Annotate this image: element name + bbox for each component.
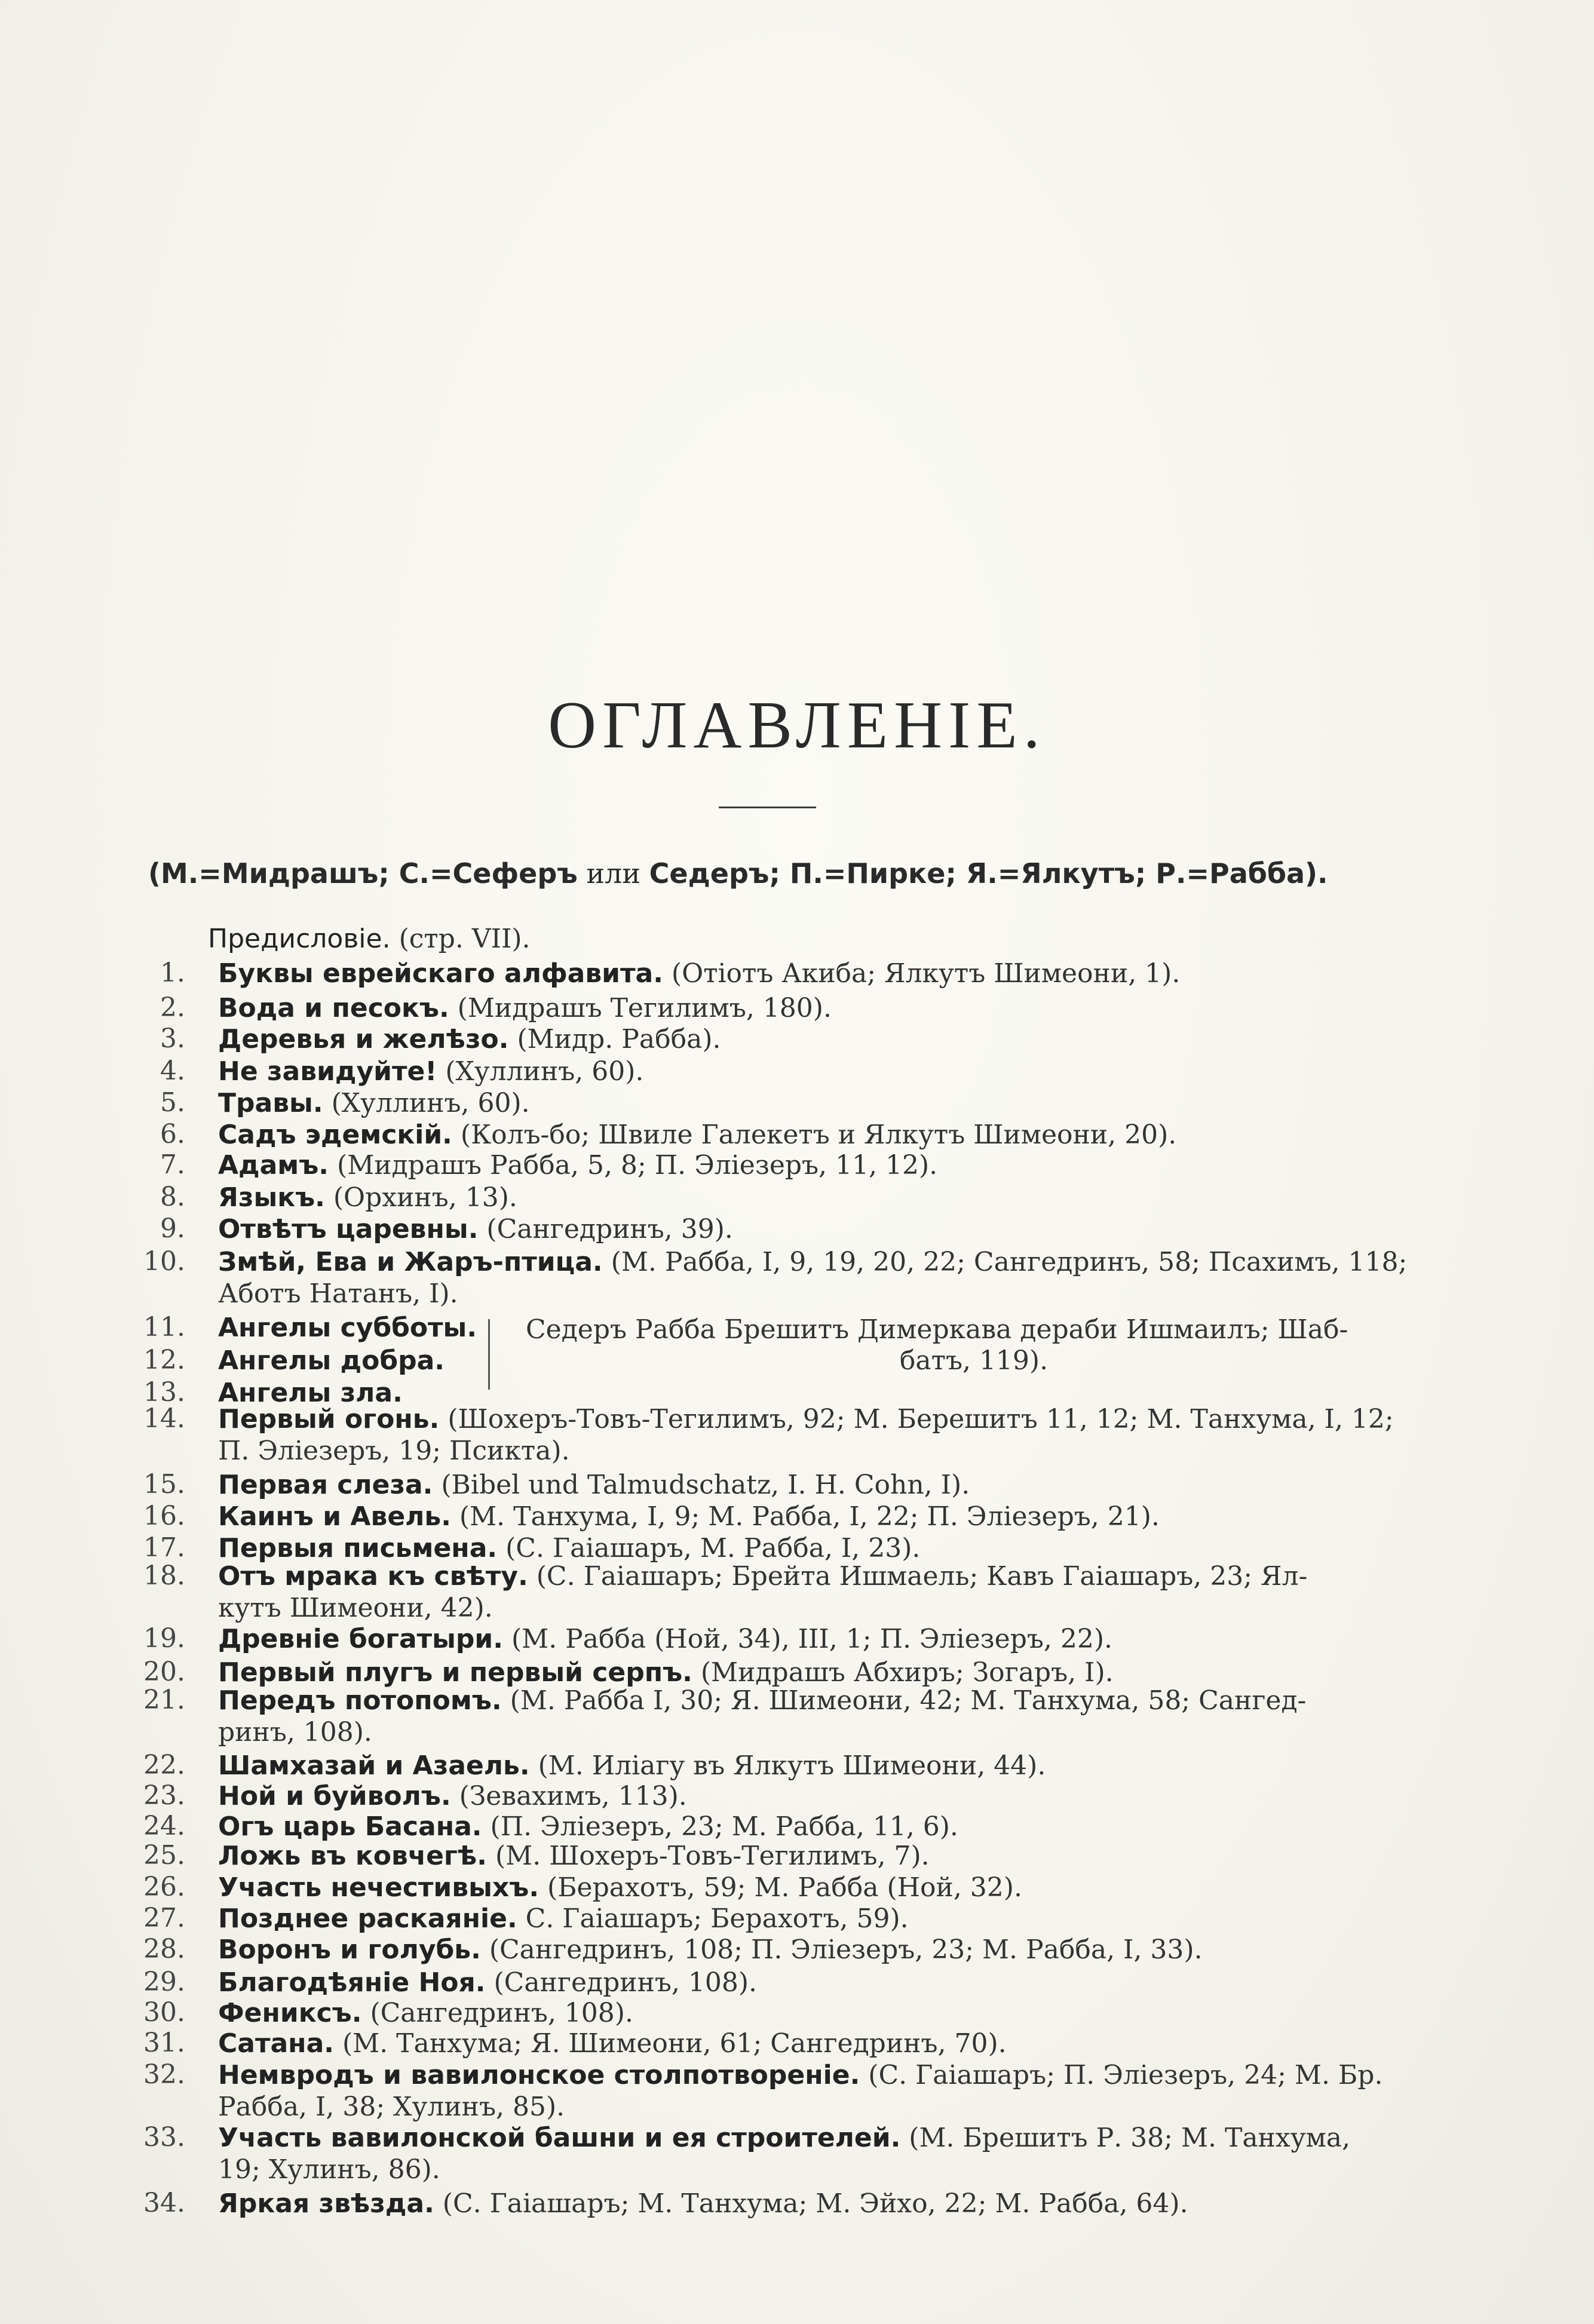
entry-body [218, 1997, 1419, 2029]
entry-number: 32. [143, 2059, 185, 2090]
entry-body [218, 2059, 1419, 2123]
toc-entry [0, 1149, 1594, 1185]
entry-title: Первыя письмена. [218, 1533, 498, 1563]
entry-source: (П. Эліезеръ, 23; М. Рабба, 11, 6). [490, 1811, 958, 1842]
preface-entry [208, 924, 531, 954]
entry-number: 6. [160, 1119, 185, 1149]
entry-number: 15. [143, 1469, 185, 1500]
entry-source-continued: Рабба, I, 38; Хулинъ, 85). [218, 2092, 565, 2122]
entry-source: (М. Рабба, I, 9, 19, 20, 22; Сангедринъ, 58; Псахимъ, 118; [611, 1247, 1408, 1277]
entry-number: 27. [143, 1903, 185, 1933]
entry-title: Благодѣяніе Ноя. [218, 1967, 486, 1998]
entry-source: (Мидрашъ Тегилимъ, 180). [457, 993, 832, 1023]
entry-number: 8. [160, 1182, 185, 1212]
toc-entry [0, 1903, 1594, 1939]
entry-body [218, 1780, 1419, 1812]
entry-title: Травы. [218, 1088, 323, 1118]
entry-source: (С. Гаіашаръ; М. Танхума; М. Эйхо, 22; М. Рабба, 64). [442, 2188, 1188, 2219]
entry-title: Шамхазай и Азаель. [218, 1750, 530, 1781]
entry-body [218, 1213, 1419, 1245]
entry-number: 34. [143, 2188, 185, 2218]
entry-body [218, 1967, 1419, 1998]
entry-title: Буквы еврейскаго алфавита. [218, 958, 663, 989]
bracket-note [526, 1314, 1422, 1376]
entry-body [218, 1934, 1419, 1966]
entry-source: (М. Шохеръ-Товъ-Тегилимъ, 7). [495, 1841, 930, 1871]
entry-number: 18. [143, 1560, 185, 1591]
entry-source: (Мидр. Рабба). [517, 1024, 721, 1054]
entry-body [218, 1840, 1419, 1872]
entry-number: 13. [143, 1377, 185, 1408]
toc-entry [0, 2059, 1594, 2122]
entry-source-continued: ринъ, 108). [218, 1717, 372, 1747]
entry-source-continued: 19; Хулинъ, 86). [218, 2154, 440, 2185]
entry-title: Отвѣтъ царевны. [218, 1214, 479, 1244]
entry-title: Древніе богатыри. [218, 1624, 503, 1654]
entry-body [218, 1087, 1419, 1119]
entry-title: Отъ мрака къ свѣту. [218, 1561, 528, 1592]
entry-title: Ангелы добра. [218, 1345, 445, 1376]
entry-number: 10. [143, 1246, 185, 1277]
entry-title: Фениксъ. [218, 1998, 362, 2028]
entry-body [218, 992, 1419, 1024]
entry-source: (Мидрашъ Рабба, 5, 8; П. Эліезеръ, 11, 12). [337, 1150, 938, 1181]
entry-title: Сатана. [218, 2028, 334, 2059]
entry-source: (М. Брешитъ Р. 38; М. Танхума, [909, 2123, 1351, 2153]
entry-title: Яркая звѣзда. [218, 2188, 434, 2219]
entry-body [218, 1246, 1419, 1310]
entry-number: 30. [143, 1997, 185, 2028]
entry-title: Ангелы зла. [218, 1378, 403, 1408]
entry-body [218, 2188, 1419, 2219]
toc-entry [0, 1469, 1594, 1505]
page-title: ОГЛАВЛЕНІЕ. [548, 688, 1046, 762]
entry-title: Участь нечестивыхъ. [218, 1872, 539, 1903]
entry-title: Воронъ и голубь. [218, 1934, 481, 1965]
entry-body [218, 1056, 1419, 1087]
toc-entry [0, 2028, 1594, 2064]
toc-entry [0, 1623, 1594, 1659]
entry-number: 25. [143, 1840, 185, 1871]
entry-title: Немвродъ и вавилонское столпотвореніе. [218, 2060, 860, 2090]
entry-title: Ангелы субботы. [218, 1313, 477, 1343]
entry-source: (С. Гаіашаръ; П. Эліезеръ, 24; М. Бр. [868, 2060, 1383, 2090]
entry-body [218, 2028, 1419, 2059]
entry-number: 14. [143, 1403, 185, 1434]
entry-number: 21. [143, 1685, 185, 1715]
entry-source-continued: кутъ Шимеони, 42). [218, 1593, 493, 1623]
entry-number: 19. [143, 1623, 185, 1654]
entry-title: Позднее раскаяніе. [218, 1903, 517, 1934]
toc-entry [0, 1934, 1594, 1970]
bracket-note-line-2: батъ, 119). [899, 1345, 1049, 1376]
entry-body [218, 1811, 1419, 1842]
entry-source: (М. Танхума, I, 9; М. Рабба, I, 22; П. Эліезеръ, 21). [459, 1501, 1160, 1532]
entry-body [218, 2122, 1419, 2185]
entry-source: (Орхинъ, 13). [333, 1182, 517, 1213]
entry-number: 23. [143, 1780, 185, 1811]
entry-body [218, 1119, 1419, 1151]
entry-source: (М. Рабба I, 30; Я. Шимеони, 42; М. Танхума, 58; Сангед- [510, 1685, 1307, 1716]
preface-label: Предисловіе. [208, 924, 391, 954]
entry-source: (С. Гаіашаръ, М. Рабба, I, 23). [505, 1533, 921, 1563]
entry-body [218, 1872, 1419, 1903]
entry-source: С. Гаіашаръ; Берахотъ, 59). [525, 1903, 909, 1934]
entry-source: (М. Рабба (Ной, 34), III, 1; П. Эліезеръ, 22). [511, 1624, 1112, 1654]
entry-number: 7. [160, 1149, 185, 1180]
entry-source: (Колъ-бо; Швиле Галекетъ и Ялкутъ Шимеони, 20). [460, 1120, 1177, 1150]
entry-body [218, 1623, 1419, 1655]
entry-title: Участь вавилонской башни и ея строителей. [218, 2123, 901, 2153]
entry-number: 22. [143, 1750, 185, 1780]
entry-body [218, 1501, 1419, 1532]
toc-entry [0, 1246, 1594, 1309]
toc-entry [0, 1213, 1594, 1249]
entry-source: (Сангедринъ, 108). [370, 1998, 633, 2028]
entry-title: Каинъ и Авель. [218, 1501, 451, 1532]
entry-body [218, 1685, 1419, 1748]
entry-number: 4. [160, 1056, 185, 1086]
entry-number: 24. [143, 1811, 185, 1841]
entry-number: 33. [143, 2122, 185, 2153]
abbreviations-line [148, 857, 1463, 890]
entry-number: 12. [143, 1345, 185, 1375]
bracket-mark [488, 1319, 493, 1390]
entry-source: (Отіотъ Акиба; Ялкутъ Шимеони, 1). [671, 958, 1181, 989]
toc-entry [0, 1501, 1594, 1537]
entry-source: (М. Иліагу въ Ялкутъ Шимеони, 44). [538, 1750, 1046, 1781]
entry-number: 16. [143, 1501, 185, 1531]
entry-body [218, 1532, 1419, 1564]
entry-body [218, 1149, 1419, 1181]
toc-entry [0, 1560, 1594, 1623]
toc-entry [0, 1023, 1594, 1059]
entry-source: (Берахотъ, 59; М. Рабба (Ной, 32). [547, 1872, 1022, 1903]
entry-title: Языкъ. [218, 1182, 325, 1213]
toc-entry [0, 1087, 1594, 1123]
entry-body [218, 1750, 1419, 1782]
toc-entry [0, 2188, 1594, 2224]
entry-body [218, 1560, 1419, 1624]
abbreviations-part-3: Седеръ; П.=Пирке; Я.=Ялкутъ; Р.=Рабба). [649, 857, 1328, 890]
entry-source: (Мидрашъ Абхиръ; Зогаръ, I). [700, 1657, 1114, 1688]
entry-title: Адамъ. [218, 1150, 329, 1181]
entry-title: Первый плугъ и первый серпъ. [218, 1657, 692, 1688]
entry-source: (Сангедринъ, 39). [486, 1214, 733, 1244]
entry-source: (С. Гаіашаръ; Брейта Ишмаель; Кавъ Гаіашаръ, 23; Ял- [536, 1561, 1308, 1592]
abbreviations-part-2: или [577, 857, 649, 890]
entry-source: (Зевахимъ, 113). [459, 1781, 687, 1811]
entry-body [218, 1023, 1419, 1055]
toc-entry [0, 992, 1594, 1028]
entry-number: 26. [143, 1872, 185, 1902]
entry-source: (М. Танхума; Я. Шимеони, 61; Сангедринъ, 70). [342, 2028, 1007, 2059]
entry-number: 3. [160, 1023, 185, 1054]
entry-source: (Хуллинъ, 60). [445, 1056, 644, 1087]
entry-number: 5. [160, 1087, 185, 1118]
entry-number: 1. [160, 958, 185, 988]
entry-title: Садъ эдемскій. [218, 1120, 452, 1150]
toc-entry [0, 1403, 1594, 1466]
entry-source: (Сангедринъ, 108). [493, 1967, 757, 1998]
entry-number: 9. [160, 1213, 185, 1244]
toc-entry [0, 1685, 1594, 1747]
entry-source-continued: Аботъ Натанъ, I). [218, 1278, 458, 1309]
entry-title: Первая слеза. [218, 1470, 433, 1500]
entry-number: 17. [143, 1532, 185, 1563]
entry-body [218, 1182, 1419, 1213]
entry-title: Змѣй, Ева и Жаръ-птица. [218, 1247, 603, 1277]
entry-source: (Сангедринъ, 108; П. Эліезеръ, 23; М. Рабба, I, 33). [489, 1934, 1203, 1965]
entry-number: 11. [143, 1312, 185, 1342]
entry-title: Вода и песокъ. [218, 993, 449, 1023]
entry-source: (Шохеръ-Товъ-Тегилимъ, 92; М. Берешитъ 11, 12; М. Танхума, I, 12; [447, 1404, 1394, 1434]
toc-entry [0, 1056, 1594, 1092]
toc-entry [0, 1182, 1594, 1218]
entry-body [218, 1657, 1419, 1688]
entry-title: Ной и буйволъ. [218, 1781, 451, 1811]
entry-source: (Хуллинъ, 60). [331, 1088, 530, 1118]
toc-entry [0, 958, 1594, 994]
preface-source: (стр. VII). [399, 924, 531, 954]
entry-title: Огъ царь Басана. [218, 1811, 482, 1842]
entry-title: Первый огонь. [218, 1404, 440, 1434]
entry-source: (Bibel und Talmudschatz, I. H. Cohn, I). [441, 1470, 970, 1500]
entry-title: Деревья и желѣзо. [218, 1024, 509, 1054]
entry-title: Не завидуйте! [218, 1056, 437, 1087]
entry-number: 31. [143, 2028, 185, 2058]
entry-body [218, 958, 1419, 989]
toc-entry [0, 1872, 1594, 1908]
toc-entry [0, 2122, 1594, 2185]
entry-number: 2. [160, 992, 185, 1023]
entry-number: 28. [143, 1934, 185, 1964]
entry-source-continued: П. Эліезеръ, 19; Псикта). [218, 1436, 570, 1466]
title-rule [719, 807, 816, 808]
entry-body [218, 1403, 1419, 1467]
entry-title: Передъ потопомъ. [218, 1685, 502, 1716]
entry-body [218, 1903, 1419, 1934]
entry-body [218, 1469, 1419, 1501]
bracket-note-line-1: Седеръ Рабба Брешитъ Димеркава дераби Ишмаилъ; Шаб- [526, 1314, 1348, 1345]
toc-entry [0, 1840, 1594, 1876]
entry-title: Ложь въ ковчегѣ. [218, 1841, 487, 1871]
abbreviations-part-1: (М.=Мидрашъ; С.=Сеферъ [148, 857, 578, 890]
entry-number: 20. [143, 1657, 185, 1687]
entry-number: 29. [143, 1967, 185, 1997]
